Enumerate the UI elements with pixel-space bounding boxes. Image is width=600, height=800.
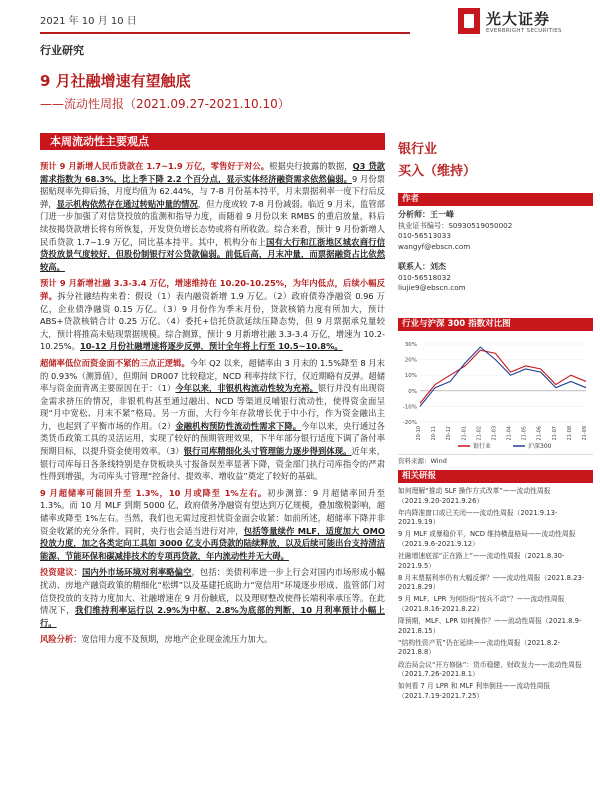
- x-tick-label: 21-06: [536, 426, 543, 441]
- rating-label: 买入（维持）: [398, 164, 477, 179]
- y-tick-label: -20%: [402, 420, 417, 426]
- x-tick-label: 20-10: [416, 426, 422, 441]
- related-report-link[interactable]: 8 月末票据利率仍有大幅反弹？——流动性周报（2021.8.23-2021.8.29）: [398, 573, 585, 592]
- brand-logo: [458, 6, 588, 40]
- paragraph-investment-advice: [40, 566, 385, 629]
- text: ，包括：美债利率进一步上行会对国内市场形成小幅扰动、房地产融资政策的精细化“松绑”以及基建托底助力“宽信用”环境逐步形成、监管部门对信贷投放的支持力度加大、社融增速在 9 月份触底，以及理财整改使得长端利率承压等。在此情况下，: [40, 567, 385, 616]
- text: 今年 Q2 以来，超储率由 3 月末的 1.5%降至 8 月末的 0.93%（测算值），但期间 DR007 比较稳定，NCD 利率持续下行，仅近期略有反弹。超储率与资金面背离主要原因在于：（1）: [40, 357, 385, 394]
- x-tick-label: 20-11: [431, 426, 438, 441]
- related-report-link[interactable]: 9 月 MLF、LPR 为何纷纷“按兵不动”？——流动性周报（2021.8.16-2021.8.22）: [398, 595, 565, 614]
- paragraph-lead: 9 月超储率可能回升至 1.3%，10 月或降至 1%左右。: [40, 487, 268, 498]
- paragraph-lead: 预计 9 月新增人民币贷款在 1.7~1.9 万亿，零售好于对公。: [40, 161, 270, 171]
- related-report-link[interactable]: “结构性资产荒”仍在延续——流动性周报（2021.8.2-2021.8.8）: [398, 638, 561, 657]
- emphasis: 我们维持利率运行以 2.9%为中枢、2.8%为底部的判断，10 月利率预计小幅上行。: [40, 605, 385, 628]
- text: 银行并没有出现资金需求挤压的情况，非银机构甚至通过融出、NCD 等渠道反哺银行流动性，使得资金面呈现“月中宽松、月末不紧”格局。另一方面，大行今年存款增长优于中小行，作为资金融出主力，也起到了平衡市场的作用。（2）: [40, 383, 385, 431]
- text: 9 月份票据贴现率先抑后扬，月度均值为 62.44%，与 7-8 月份基本持平，月末票据利率一度下行后反弹，: [40, 173, 385, 209]
- paragraph-reserve-forecast: [40, 487, 385, 563]
- emphasis: Q3 贷款需求指数为 68.3%，比上季下降 2.2 个百分点，显示实体经济融资需求依然偏弱。: [40, 161, 385, 184]
- emphasis: 10-12 月份社融增速将逐步反弹，预计全年将上行至 10.5~10.8%。: [79, 341, 343, 352]
- emphasis: 显示机构依然存在通过转贴冲量的情况: [56, 198, 198, 209]
- brand-name: 光大证券: [486, 10, 551, 28]
- related-report-link[interactable]: 年内降准窗口或已关闭——流动性周报（2021.9.13-2021.9.19）: [398, 508, 558, 527]
- chart-source: 资料来源：Wind: [398, 457, 447, 465]
- industry-label: 银行业: [398, 142, 438, 157]
- x-tick-label: 21-03: [491, 426, 498, 441]
- paragraph-social-financing: [40, 277, 385, 353]
- main-body: [40, 160, 385, 650]
- x-tick-label: 21-02: [476, 426, 483, 441]
- x-tick-label: 21-01: [461, 426, 468, 441]
- x-tick-label: 21-08: [566, 426, 573, 441]
- analyst-phone: 010-56513033: [398, 231, 451, 240]
- paragraph-loans: [40, 160, 385, 273]
- index-chart: [398, 336, 593, 455]
- y-tick-label: 10%: [404, 373, 417, 380]
- report-category: 行业研究: [40, 44, 84, 57]
- cert-number: 执业证书编号：S0930519050002: [398, 220, 513, 230]
- emphasis: 国有大行和江浙地区城农商行信贷投放景气度较好，但股份制银行对公贷款偏弱。前低后高，月末冲量，而票据融资占比依然较高。: [40, 236, 385, 272]
- series-line: [420, 347, 586, 406]
- related-report-link[interactable]: 如何看 7 月 LPR 和 MLF 利率倒挂——流动性周报（2021.7.19-2021.7.25）: [398, 682, 551, 700]
- report-subtitle: ——流动性周报（2021.09.27-2021.10.10）: [40, 97, 290, 111]
- line-chart: [398, 336, 593, 454]
- x-tick-label: 20-12: [446, 426, 453, 441]
- related-header: 相关研报: [398, 470, 593, 483]
- logo-icon: [458, 8, 480, 34]
- section-header: 本周流动性主要观点: [40, 133, 385, 150]
- series-line: [420, 350, 586, 403]
- y-tick-label: 30%: [404, 342, 417, 348]
- contact-phone: 010-56518032: [398, 272, 451, 282]
- related-report-link[interactable]: 9 月 MLF 或暴稳价平，NCD 维持横盘格局——流动性周报（2021.9.6-2021.9.12）: [398, 530, 576, 548]
- x-tick-label: 21-04: [506, 426, 513, 441]
- text: 初步测算：9 月超储率回升至 1.3%。而 10 月 MLF 到期 5000 亿，政府债务净融资有望达到万亿规模，叠加缴税影响，超储率或降至 1%左右。当然，我们也无需过度担忧资金面会收紧：如前所述，超储率下降并非资金收紧的充分条件。同时，央行也会适当进行对冲，: [40, 487, 385, 536]
- contact-name: 联系人：刘杰: [398, 262, 446, 271]
- related-report-link[interactable]: 如何理解“推动 SLF 操作方式改革”——流动性周报（2021.9.20-2021.9.26）: [398, 487, 551, 505]
- paragraph-lead: 超储率低位而资金面不紧的三点正逻辑。: [40, 357, 190, 368]
- author-header: 作者: [398, 193, 593, 206]
- text: ，但力度或较 7-8 月份减弱。临近 9 月末，监管部门进一步加强了对信贷投放的监测和指导力度，而随着 9 月份以来 RMBS 的重启放量，料后续按揭贷款增长将有所恢复，开发贷负增长态势或将有所收敛。综合来看，预计 9 月份新增人民币贷款 1.7~1.9 万亿，同比基本持平。其中，机构分布上: [40, 198, 385, 247]
- analyst-email[interactable]: wangyf@ebscn.com: [398, 241, 471, 251]
- related-report-link[interactable]: 政治局会议“开方修脉”：货币稳健、财政发力——流动性周报（2021.7.26-2021.8.1）: [398, 660, 582, 679]
- emphasis: 包括等量续作 MLF，适度加大 OMO 投放力度，加之各类定向工具如 3000 亿支小再贷款的陆续释放，以及后续可能出台支持清洁能源、节能环保和碳减排技术的专项再贷款，年内流动性并无大碍。: [40, 525, 385, 561]
- analyst-name: 分析师：王一峰: [398, 210, 454, 219]
- text: 根据央行披露的数据，: [269, 161, 353, 171]
- report-title: 9 月社融增速有望触底: [40, 72, 191, 90]
- text: 近年来，银行司库每日各条线特别是存贷板块头寸报备误差率显著下降，资金部门执行司库指令的严肃性得到增强，为司库头寸管理“控备付、提效率、增收益”奠定了较好的基础。: [40, 446, 385, 482]
- author-block: [398, 210, 593, 294]
- paragraph-lead: 预计 9 月新增社融 3.3-3.4 万亿，增速维持在 10.20-10.25%，为年内低点，后续小幅反弹。: [40, 278, 385, 301]
- related-report-link[interactable]: 社融增速底部“正在路上”——流动性周报（2021.8.30-2021.9.5）: [398, 552, 565, 570]
- chart-header: 行业与沪深 300 指数对比图: [398, 318, 593, 331]
- x-tick-label: 21-09: [582, 426, 588, 441]
- paragraph-excess-reserve: [40, 357, 385, 483]
- emphasis: 金融机构预防性流动性需求下降。: [175, 420, 302, 431]
- y-tick-label: 0%: [408, 388, 417, 395]
- y-tick-label: -10%: [402, 404, 417, 411]
- legend-label: 银行业: [473, 443, 492, 450]
- paragraph-risk: [40, 633, 385, 646]
- paragraph-lead: 风险分析：: [40, 634, 82, 645]
- y-tick-label: 20%: [404, 357, 417, 364]
- text: 今年以来，央行通过各类货币政策工具的灵活运用，实现了较好的预期管理效果，下半年部分银行适度下调了备付率预期目标，以提升资金使用效率。（3）: [40, 420, 385, 457]
- related-report-link[interactable]: 降预期，MLF、LPR 如何操作？——流动性周报（2021.8.9-2021.8.15）: [398, 617, 582, 635]
- x-tick-label: 21-05: [521, 426, 528, 441]
- report-date: 2021 年 10 月 10 日: [40, 16, 137, 27]
- paragraph-lead: 投资建议：: [40, 567, 83, 578]
- text: 宽信用力度不及预期，房地产企业现金流压力加大。: [81, 634, 273, 645]
- brand-name-en: EVERBRIGHT SECURITIES: [486, 28, 562, 34]
- text: 拆分社融结构来看：假设（1）表内融资新增 1.9 万亿。（2）政府债券净融资 0.96 万亿，企业债净融资 0.15 万亿。（3）9 月份作为季末月份，贷款核销力度有所加大，预计 ABS+贷款核销合计 0.25 万亿。（4）委托+信托贷款延续压降态势，但 9 月票据承兑量较大，预计将推高未贴现票据规模。综合测算，预计 9 月新增社融 3.3-3.4 万亿，增速为 10.2-10.25%。: [40, 290, 385, 352]
- related-reports-list: [398, 487, 593, 704]
- legend-label: 沪深300: [528, 443, 552, 450]
- contact-email[interactable]: liujie9@ebscn.com: [398, 283, 466, 292]
- emphasis: 银行司库精细化头寸管理能力逐步得到体现。: [183, 446, 352, 457]
- x-tick-label: 21-07: [551, 426, 558, 441]
- header-divider: [40, 32, 410, 34]
- emphasis: 今年以来，非银机构流动性较为充裕。: [175, 383, 318, 394]
- emphasis: 国内外市场环境对利率略偏空: [82, 567, 192, 578]
